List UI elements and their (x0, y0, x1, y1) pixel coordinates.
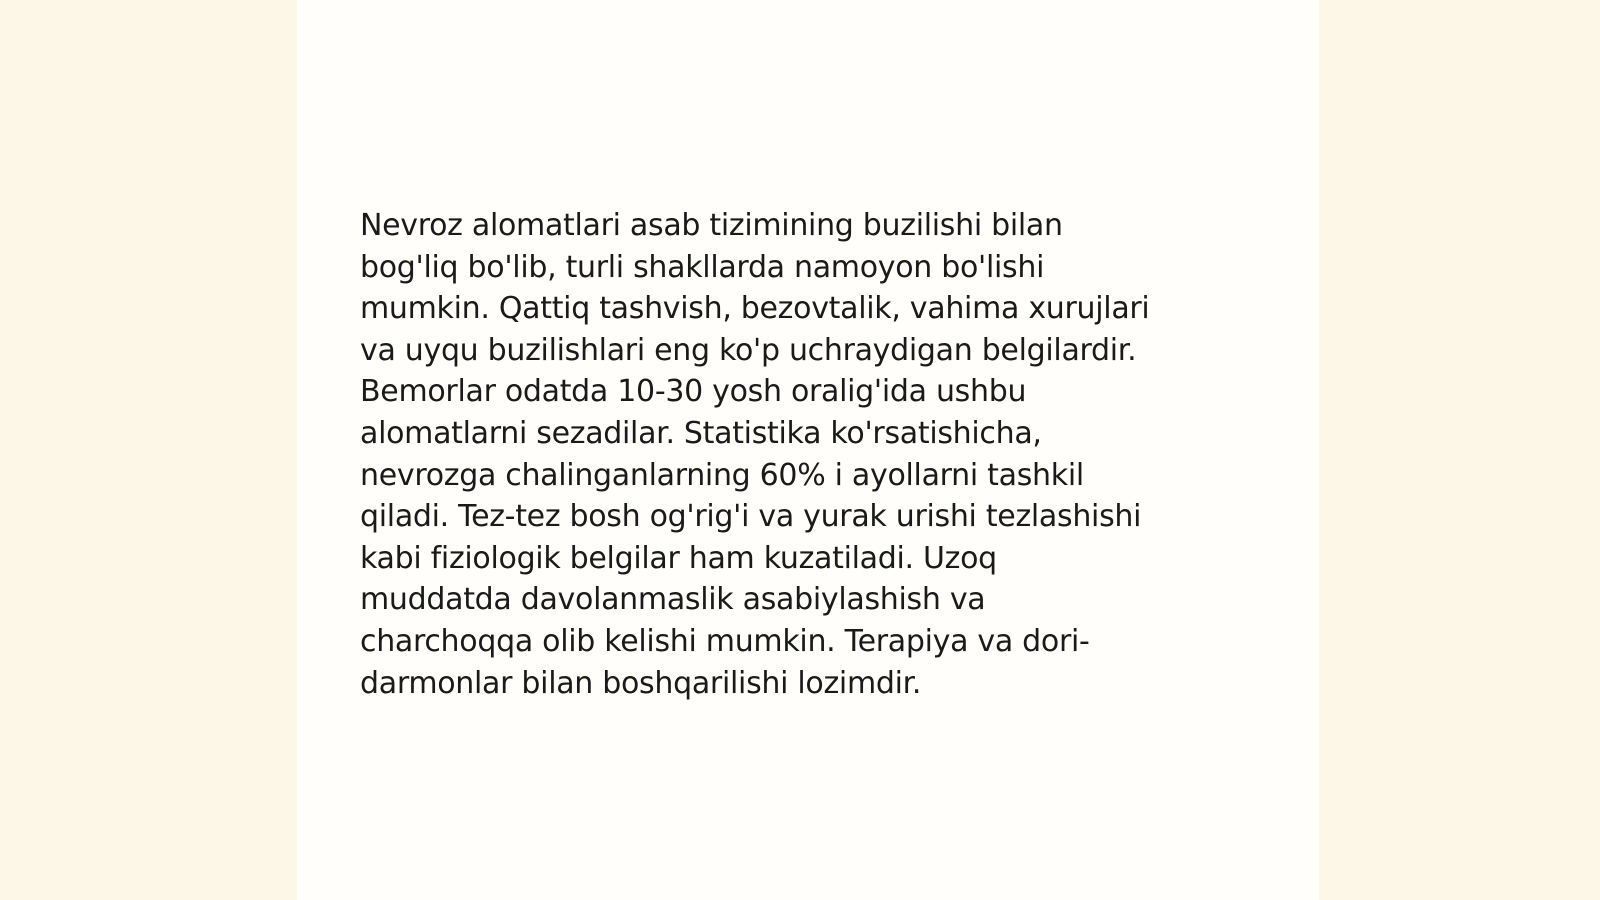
body-paragraph: Nevroz alomatlari asab tizimining buzilishi bilan bog'liq bo'lib, turli shakllarda namoyon bo'lishi mumkin. Qattiq tashvish, bezovtalik, vahima xurujlari va uyqu buzilishlari eng ko'p uchraydigan belgilardir. Bemorlar odatda 10-30 yosh oralig'ida ushbu alomatlarni sezadilar. Statistika ko'rsatishicha, nevrozga chalinganlarning 60% i ayollarni tashkil qiladi. Tez-tez bosh og'rig'i va yurak urishi tezlashishi kabi fiziologik belgilar ham kuzatiladi. Uzoq muddatda davolanmaslik asabiylashish va charchoqqa olib kelishi mumkin. Terapiya va dori- darmonlar bilan boshqarilishi lozimdir. (360, 208, 1150, 701)
